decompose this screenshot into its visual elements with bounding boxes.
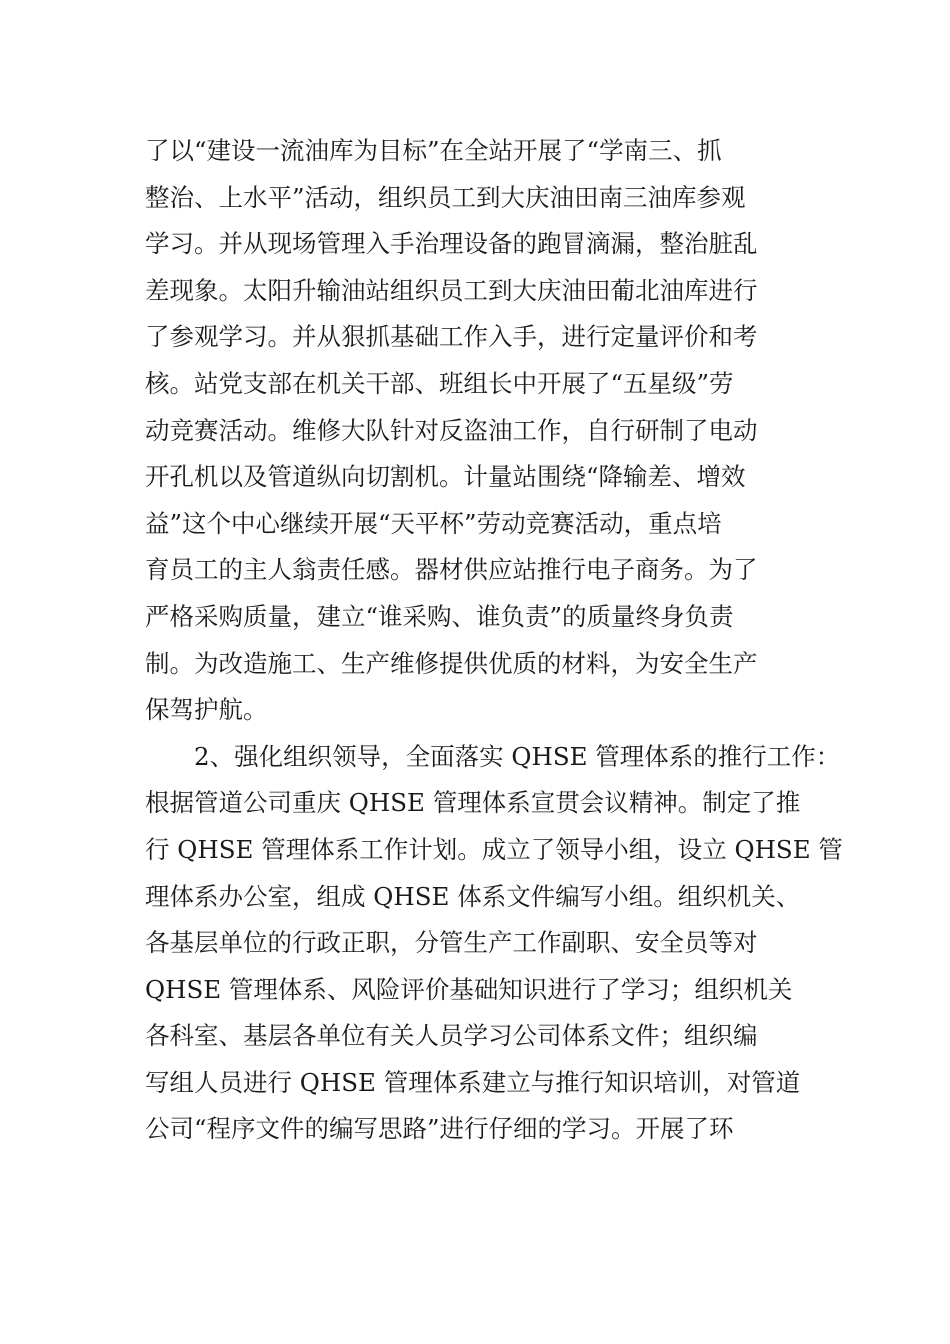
- text-line: 理体系办公室，组成 QHSE 体系文件编写小组。组织机关、: [145, 881, 801, 911]
- text-line: 根据管道公司重庆 QHSE 管理体系宣贯会议精神。制定了推: [145, 788, 801, 818]
- text-line: 学习。并从现场管理入手治理设备的跑冒滴漏，整治脏乱: [145, 229, 758, 259]
- text-line: 益”这个中心继续开展“天平杯”劳动竞赛活动，重点培: [145, 508, 722, 538]
- text-line: 严格采购质量，建立“谁采购、谁负责”的质量终身负责: [145, 601, 734, 631]
- text-line: 育员工的主人翁责任感。器材供应站推行电子商务。为了: [145, 555, 758, 585]
- text-line: QHSE 管理体系、风险评价基础知识进行了学习；组织机关: [145, 974, 793, 1004]
- text-line: 各科室、基层各单位有关人员学习公司体系文件；组织编: [145, 1021, 758, 1051]
- text-line: 了以“建设一流油库为目标”在全站开展了“学南三、抓: [145, 136, 722, 165]
- text-line: 差现象。太阳升输油站组织员工到大庆油田葡北油库进行: [145, 275, 758, 305]
- text-line: 动竞赛活动。维修大队针对反盗油工作，自行研制了电动: [145, 415, 758, 445]
- text-line: 制。为改造施工、生产维修提供优质的材料，为安全生产: [145, 648, 758, 678]
- text-line: 整治、上水平”活动，组织员工到大庆油田南三油库参观: [145, 182, 746, 212]
- text-line: 公司“程序文件的编写思路”进行仔细的学习。开展了环: [145, 1114, 734, 1144]
- text-line: 各基层单位的行政正职，分管生产工作副职、安全员等对: [145, 928, 758, 958]
- body-text: [145, 128, 843, 1153]
- paragraph-heading-line: 2、强化组织领导，全面落实 QHSE 管理体系的推行工作：: [194, 741, 841, 771]
- text-line: 保驾护航。: [145, 695, 268, 725]
- text-line: 写组人员进行 QHSE 管理体系建立与推行知识培训，对管道: [145, 1067, 801, 1097]
- text-line: 开孔机以及管道纵向切割机。计量站围绕“降输差、增效: [145, 462, 746, 492]
- text-line: 了参观学习。并从狠抓基础工作入手，进行定量评价和考: [145, 322, 758, 352]
- text-line: 行 QHSE 管理体系工作计划。成立了领导小组，设立 QHSE 管: [145, 834, 843, 864]
- text-line: 核。站党支部在机关干部、班组长中开展了“五星级”劳: [145, 368, 734, 398]
